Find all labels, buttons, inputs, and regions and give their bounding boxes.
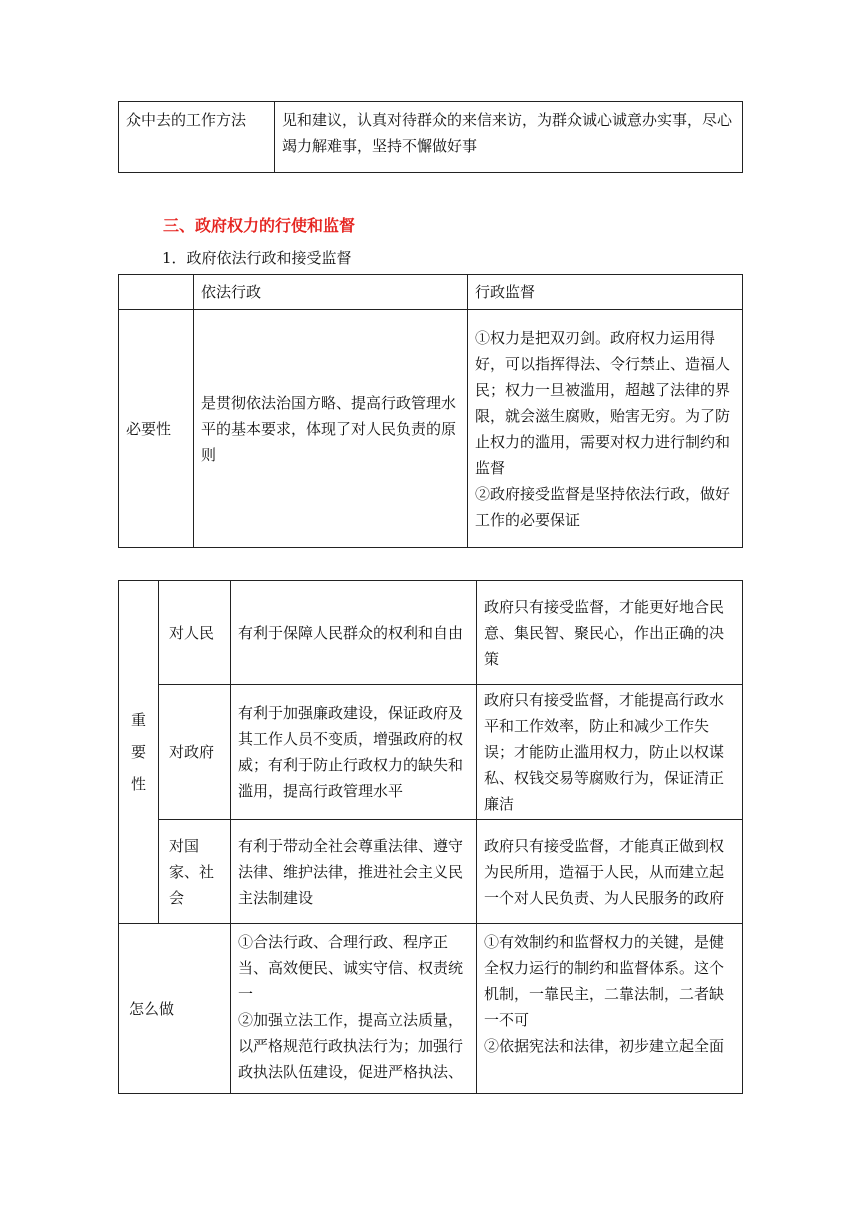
work-method-table [118,101,743,173]
how-right-point-1: ①有效制约和监督权力的关键，是健全权力运行的制约和监督体系。这个机制，一靠民主，二靠法制，二者缺一不可 [484,933,725,1029]
table-row [119,685,743,820]
people-middle: 有利于保障人民群众的权利和自由 [231,581,477,685]
how-label: 怎么做 [119,924,231,1094]
header-empty [119,275,194,310]
government-middle: 有利于加强廉政建设，保证政府及其工作人员不变质，增强政府的权威；有利于防止行政权力的缺失和滥用，提高行政管理水平 [231,685,477,820]
row-label-government: 对政府 [159,685,231,820]
table-row [119,924,743,1094]
government-right: 政府只有接受监督，才能提高行政水平和工作效率，防止和减少工作失误；才能防止滥用权力，防止以权谋私、权钱交易等腐败行为，保证清正廉洁 [477,685,743,820]
necessity-table [118,274,743,548]
necessity-label: 必要性 [119,310,194,548]
importance-label [119,581,159,924]
supervision-point-1: ①权力是把双刃剑。政府权力运用得好，可以指挥得法、令行禁止、造福人民；权力一旦被滥用，超越了法律的界限，就会滋生腐败，贻害无穷。为了防止权力的滥用，需要对权力进行制约和监督 [475,328,731,477]
how-middle-point-2: ②加强立法工作，提高立法质量，以严格规范行政执法行为；加强行政执法队伍建设，促进严格执法、 [238,1011,464,1081]
importance-char: 性 [130,775,146,793]
law-admin-necessity: 是贯彻依法治国方略、提高行政管理水平的基本要求，体现了对人民负责的原则 [194,310,468,548]
importance-table [118,580,743,1094]
supervision-necessity [468,310,743,548]
how-middle [231,924,477,1094]
row-label-people: 对人民 [159,581,231,685]
table-row [119,581,743,685]
people-right: 政府只有接受监督，才能更好地合民意、集民智、聚民心，作出正确的决策 [477,581,743,685]
header-law-admin: 依法行政 [194,275,468,310]
table-row [119,310,743,548]
importance-char: 要 [130,743,146,761]
row-label-state-society: 对国家、社会 [159,820,231,924]
supervision-point-2: ②政府接受监督是坚持依法行政，做好工作的必要保证 [475,484,731,529]
importance-char: 重 [130,711,146,729]
table-row [119,820,743,924]
table-header-row [119,275,743,310]
table-row [119,102,743,173]
header-supervision: 行政监督 [468,275,743,310]
how-right-point-2: ②依据宪法和法律，初步建立起全面 [484,1037,725,1055]
subheading: 1．政府依法行政和接受监督 [162,249,352,267]
section-heading: 三、政府权力的行使和监督 [163,216,356,235]
state-society-right: 政府只有接受监督，才能真正做到权为民所用，造福于人民，从而建立起一个对人民负责、为人民服务的政府 [477,820,743,924]
how-right [477,924,743,1094]
state-society-middle: 有利于带动全社会尊重法律、遵守法律、维护法律，推进社会主义民主法制建设 [231,820,477,924]
work-method-text: 见和建议，认真对待群众的来信来访，为群众诚心诚意办实事，尽心竭力解难事，坚持不懈做好事 [275,102,743,173]
work-method-label: 众中去的工作方法 [119,102,275,173]
how-middle-point-1: ①合法行政、合理行政、程序正当、高效便民、诚实守信、权责统一 [238,933,464,1003]
